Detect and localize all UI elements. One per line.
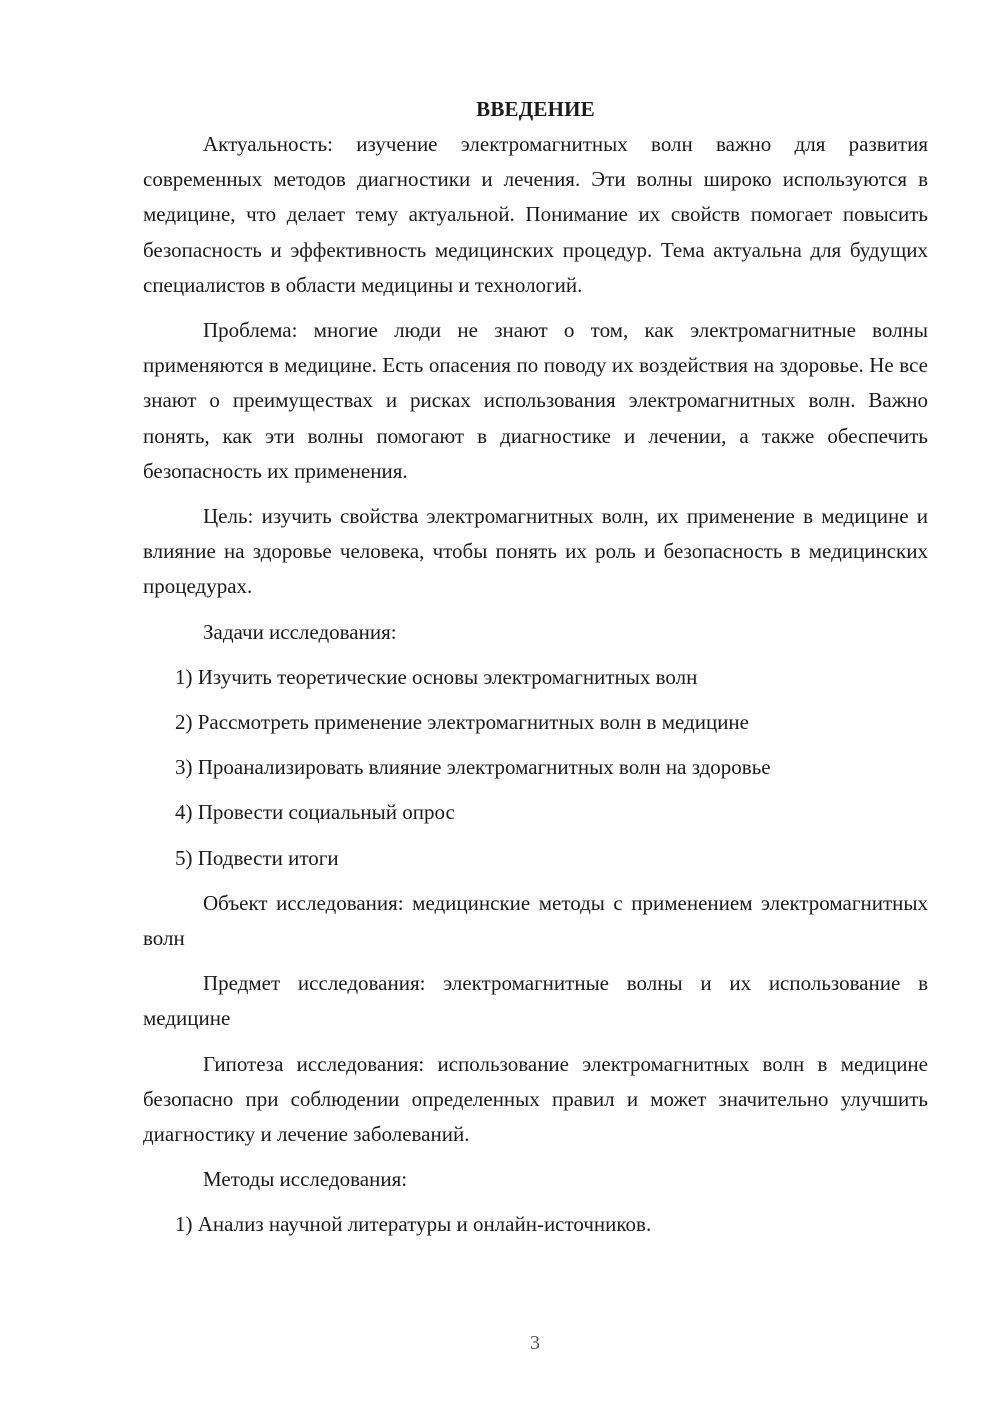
paragraph-goal: Цель: изучить свойства электромагнитных волн, их применение в медицине и влияние на здоровье человека, чтобы понять их роль и безопасность в медицинских процедурах. [143,504,928,599]
methods-heading: Методы исследования: [203,1167,408,1192]
paragraph-subject: Предмет исследования: электромагнитные волны и их использование в медицине [143,971,928,1031]
tasks-heading: Задачи исследования: [203,619,397,644]
list-item: 3) Проанализировать влияние электромагнитных волн на здоровье [175,755,771,780]
paragraph-object: Объект исследования: медицинские методы с применением электромагнитных волн [143,890,928,951]
section-title: ВВЕДЕНИЕ [476,97,595,121]
list-item: 1) Изучить теоретические основы электромагнитных волн [175,664,698,689]
list-item: 4) Провести социальный опрос [175,800,455,825]
document-page [143,92,928,1253]
paragraph-hypothesis: Гипотеза исследования: использование электромагнитных волн в медицине безопасно при соблюдении определенных правил и может значительно улучшить диагностику и лечение заболеваний. [143,1051,928,1147]
paragraph-problem: Проблема: многие люди не знают о том, как электромагнитные волны применяются в медицине. Есть опасения по поводу их воздействия на здоровье. Не все знают о преимуществах и рисках использования электромагнитных волн. Важно понять, как эти волны помогают в диагностике и лечении, а также обеспечить безопасность их применения. [143,318,928,483]
list-item: 1) Анализ научной литературы и онлайн-источников. [175,1212,652,1237]
page-number: 3 [530,1332,540,1354]
list-item: 5) Подвести итоги [175,845,339,870]
list-item: 2) Рассмотреть применение электромагнитных волн в медицине [175,710,749,735]
methods-list [143,1207,928,1242]
paragraph-relevance: Актуальность: изучение электромагнитных волн важно для развития современных методов диагностики и лечения. Эти волны широко используются в медицине, что делает тему актуальной. Понимание их свойств помогает повысить безопасность и эффективность медицинских процедур. Тема актуальна для будущих специалистов в области медицины и технологий. [143,132,928,297]
tasks-list [143,660,928,876]
